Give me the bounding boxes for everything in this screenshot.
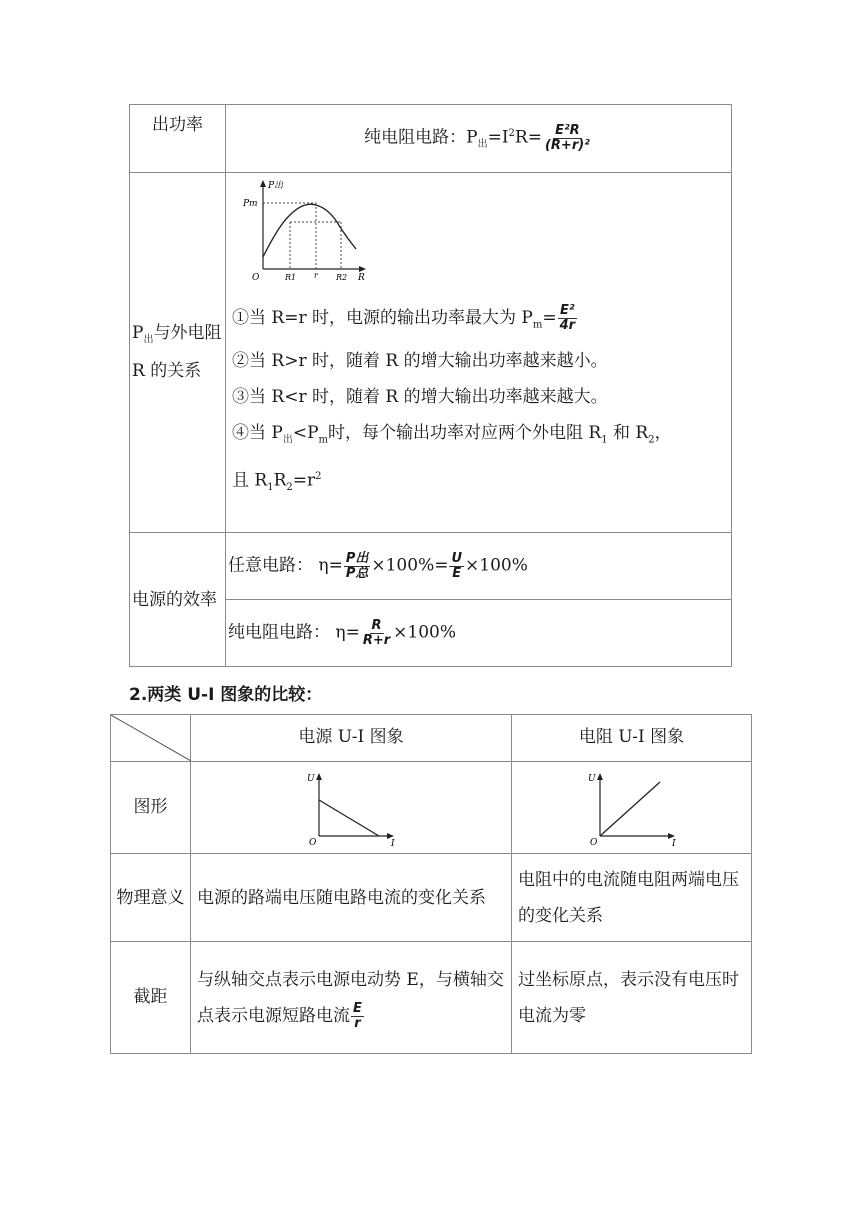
efficiency-label [130, 533, 226, 667]
fraction-denominator: (R+r)² [544, 138, 590, 153]
label-rest: 与外电阻 R 的关系 [132, 323, 222, 381]
formula-eq: =I [487, 128, 509, 148]
formula-req: R= [514, 128, 542, 148]
c4-sub2: m [318, 434, 329, 446]
i-axis-label-2: I [671, 838, 676, 846]
c5-sub1: 1 [267, 481, 274, 493]
r-value: R [371, 617, 382, 633]
source-line [319, 800, 379, 836]
ui-graph-comparison-table [110, 714, 752, 1054]
r-ratio-fraction [361, 619, 392, 647]
resistor-intercept: 过坐标原点，表示没有电压时电流为零 [512, 942, 752, 1054]
c1-text: ①当 R=r 时，电源的输出功率最大为 P [232, 308, 533, 328]
r-label: r [314, 271, 318, 280]
label-sub-chu: 出 [143, 334, 154, 346]
u-axis-label-2: U [587, 773, 596, 784]
resistor-ui-graph [582, 770, 682, 846]
row-label-meaning: 物理意义 [111, 854, 191, 942]
p-out: P出 [345, 550, 369, 566]
condition-5 [232, 459, 725, 506]
any-circuit-efficiency [226, 533, 732, 600]
pure-circuit-label: 纯电阻电路： [228, 622, 330, 643]
c4-sub4: 2 [648, 434, 655, 446]
origin-label: O [309, 837, 317, 846]
c4-c: 时，每个输出功率对应两个外电阻 R [328, 423, 602, 444]
r-plus-r: R+r [362, 632, 391, 648]
times-100: ×100% [465, 555, 528, 576]
power-curve [263, 204, 356, 257]
efficiency-label-text: 电源的效率 [132, 589, 217, 610]
condition-3: ③当 R<r 时，随着 R 的增大输出功率越来越大。 [232, 387, 608, 408]
pm-label: Pm [243, 199, 258, 209]
y-axis-arrow [260, 180, 266, 187]
max-power-den: 4r [559, 318, 576, 333]
sub-chu: 出 [477, 139, 488, 151]
x-axis-arrow [359, 266, 366, 272]
power-curve-graph [238, 177, 368, 282]
power-table [129, 104, 732, 667]
y-axis-label: P出 [268, 181, 284, 191]
source-meaning: 电源的路端电压随电路电流的变化关系 [191, 854, 512, 942]
diagonal-line [111, 715, 191, 761]
section-heading: 2.两类 U-I 图象的比较： [129, 685, 323, 705]
source-intercept [191, 942, 512, 1054]
p-ratio-fraction [344, 552, 371, 580]
pure-circuit-efficiency [226, 600, 732, 667]
source-ui-graph [301, 770, 401, 846]
eta-symbol-2: η= [335, 622, 360, 643]
resistor-line [600, 782, 660, 836]
u-axis-label: U [307, 773, 315, 784]
origin-label: O [252, 273, 260, 282]
c4-e: ， [654, 423, 672, 444]
formula-prefix: 纯电阻电路：P [364, 128, 478, 148]
c5-b: R [273, 470, 287, 491]
i-axis-label: I [391, 838, 395, 846]
c5-sub2: 2 [286, 481, 293, 493]
output-power-formula [226, 105, 732, 173]
times-100-2: ×100% [393, 622, 457, 643]
u-value: U [451, 550, 463, 566]
output-power-label: 出功率 [130, 105, 226, 173]
max-power-fraction [558, 304, 577, 332]
origin-label-2: O [589, 837, 597, 846]
eta-symbol: η= [318, 555, 343, 576]
c1-sub: m [532, 319, 543, 331]
r2-label: R2 [336, 273, 348, 282]
short-num: E [353, 1000, 362, 1016]
sup-2: 2 [508, 128, 515, 140]
condition-4 [232, 415, 725, 458]
power-vs-resistance-content [226, 173, 732, 533]
c5-a: 且 R [232, 470, 268, 491]
row-label-shape: 图形 [111, 762, 191, 854]
condition-1 [232, 300, 725, 343]
c4-d: 和 R [607, 423, 649, 444]
e-value: E [452, 565, 462, 581]
condition-2: ②当 R>r 时，随着 R 的增大输出功率越来越小。 [232, 351, 608, 372]
header-source-graph: 电源 U-I 图象 [191, 715, 512, 762]
short-circuit-fraction [351, 1002, 364, 1030]
label-p: P [132, 323, 144, 344]
power-fraction [543, 124, 592, 152]
max-power-num: E² [560, 303, 575, 319]
resistor-meaning: 电阻中的电流随电阻两端电压的变化关系 [512, 854, 752, 942]
header-resistor-graph: 电阻 U-I 图象 [512, 715, 752, 762]
c4-b: <P [292, 423, 319, 444]
short-den: r [354, 1015, 361, 1031]
r1-label: R1 [285, 273, 297, 282]
x-axis-label: R [358, 273, 365, 282]
power-vs-resistance-label [130, 173, 226, 533]
any-circuit-label: 任意电路： [228, 555, 313, 576]
source-ui-graph-cell [191, 762, 512, 854]
diagonal-header-cell [111, 715, 191, 762]
times-100-eq: ×100%= [371, 555, 449, 576]
c1-eq: = [542, 308, 557, 328]
p-total: P总 [345, 565, 369, 581]
c5-sup: 2 [315, 470, 322, 482]
c4-a: ④当 P [232, 423, 283, 444]
c5-c: =r [292, 470, 316, 491]
c4-sub3: 1 [601, 434, 608, 446]
source-intercept-text: 与纵轴交点表示电源电动势 E，与横轴交点表示电源短路电流 [197, 969, 504, 1026]
resistor-ui-graph-cell [512, 762, 752, 854]
c4-sub1: 出 [282, 434, 293, 446]
u-e-fraction [449, 552, 464, 580]
row-label-intercept: 截距 [111, 942, 191, 1054]
fraction-numerator: E²R [555, 123, 580, 139]
